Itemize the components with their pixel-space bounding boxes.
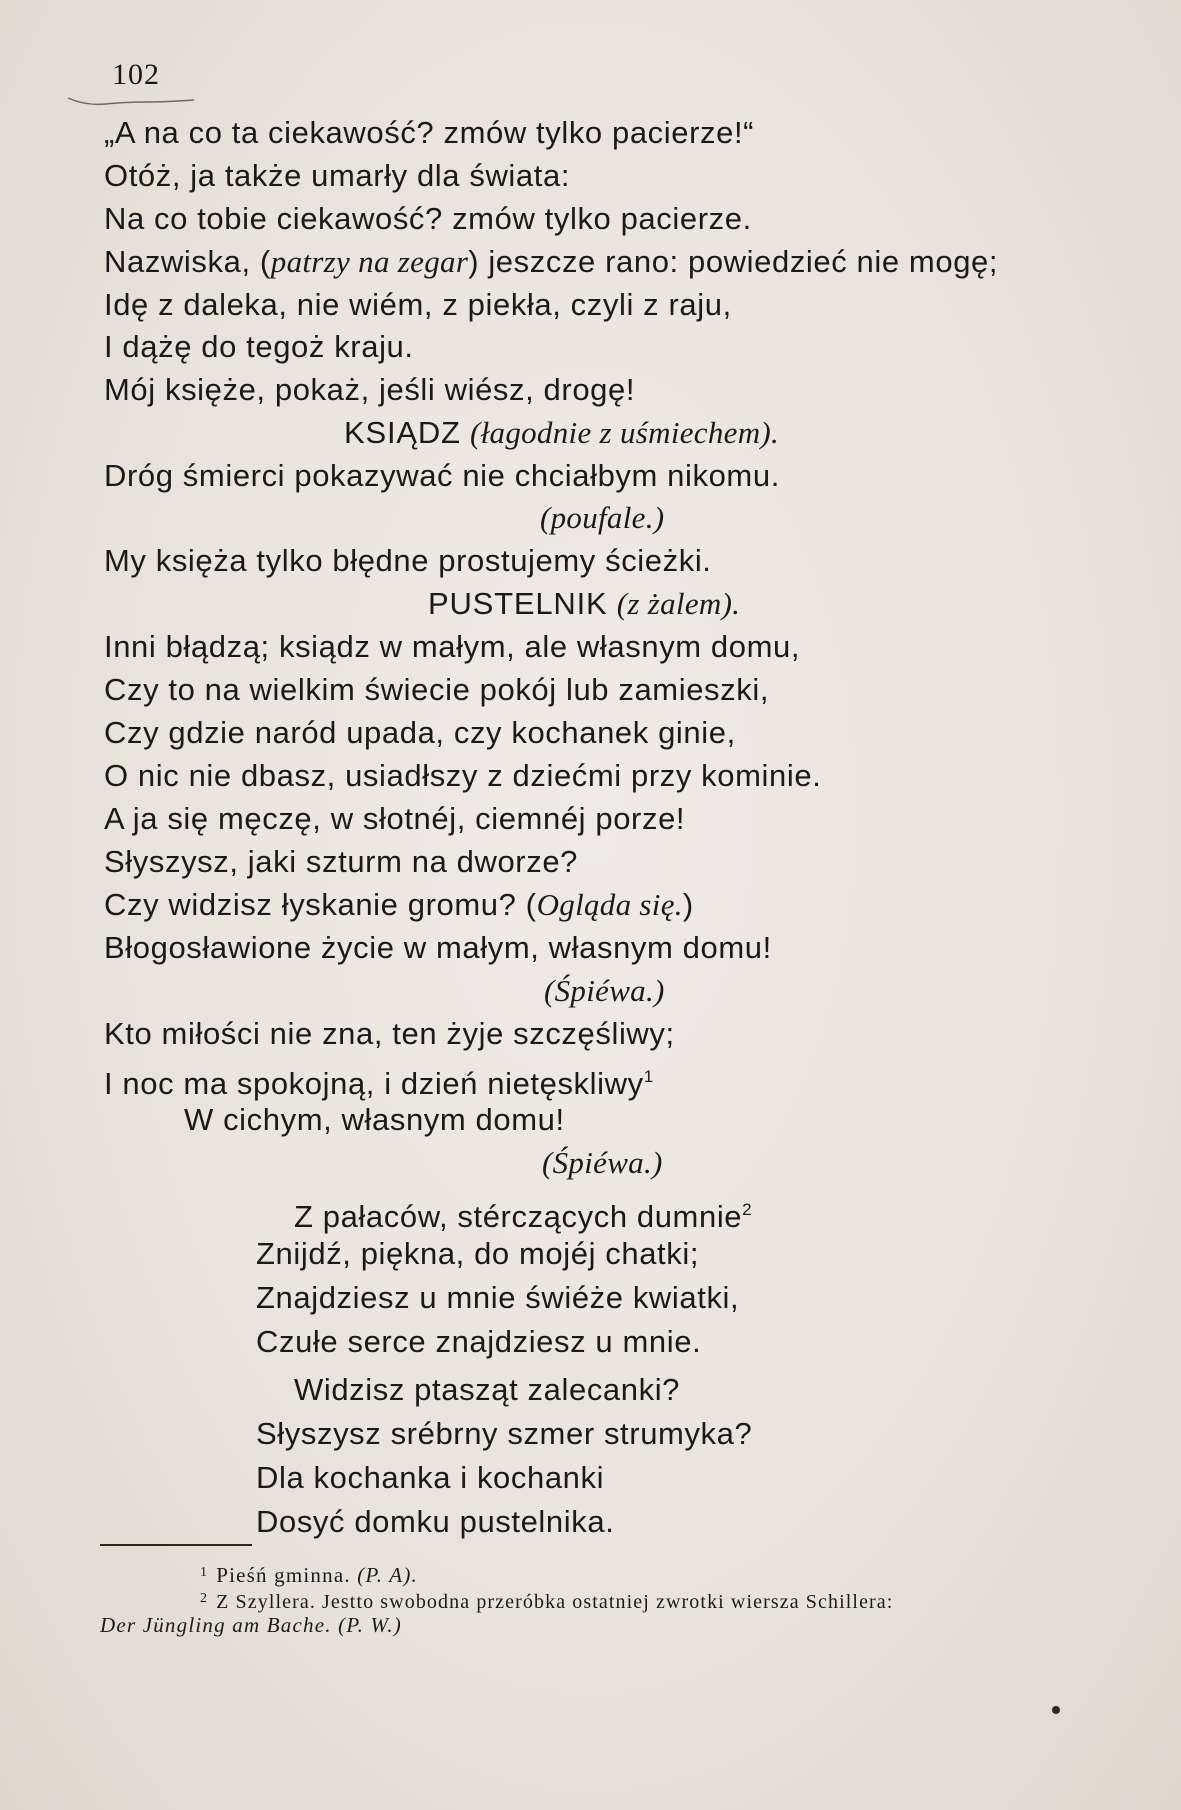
speaker-heading bbox=[428, 584, 740, 624]
verse-line: „A na co ta ciekawość? zmów tylko pacierze!“ bbox=[104, 115, 755, 150]
footnote-ref: (P. W.) bbox=[338, 1613, 402, 1637]
print-mark bbox=[1050, 1704, 1062, 1716]
stage-direction-text: (Śpiéwa.) bbox=[544, 973, 665, 1008]
verse-line: Otóż, ja także umarły dla świata: bbox=[104, 158, 571, 193]
verse-text: I noc ma spokojną, i dzień nietęskliwy bbox=[104, 1066, 644, 1101]
verse-line: Kto miłości nie zna, ten żyje szczęśliwy; bbox=[104, 1016, 675, 1051]
speaker-heading bbox=[344, 413, 779, 453]
page-number: 102 bbox=[112, 58, 160, 91]
footnote-number: 1 bbox=[200, 1565, 209, 1580]
footnote-title: Der Jüngling am Bache. bbox=[100, 1613, 332, 1637]
verse-text: Z pałaców, stérczących dumnie bbox=[294, 1199, 743, 1234]
stage-direction-text: (poufale.) bbox=[540, 500, 665, 535]
verse-line: O nic nie dbasz, usiadłszy z dziećmi przy kominie. bbox=[104, 758, 822, 793]
verse-line: My księża tylko błędne prostujemy ścieżki. bbox=[104, 543, 712, 578]
verse-line bbox=[104, 1057, 654, 1104]
page-number-underline bbox=[66, 96, 196, 110]
verse-line bbox=[104, 885, 694, 925]
footnote-text: Pieśń gminna. bbox=[216, 1563, 351, 1587]
footnote-divider bbox=[100, 1544, 252, 1546]
verse-line bbox=[104, 242, 998, 282]
verse-line: Czy gdzie naród upada, czy kochanek ginie, bbox=[104, 715, 736, 750]
speaker-name: KSIĄDZ bbox=[344, 415, 461, 450]
footnote-number: 2 bbox=[200, 1591, 209, 1606]
stage-direction-text: (Śpiéwa.) bbox=[542, 1145, 663, 1180]
verse-line: Słyszysz, jaki szturm na dworze? bbox=[104, 844, 578, 879]
song-line: Dla kochanka i kochanki bbox=[256, 1460, 605, 1495]
verse-line: W cichym, własnym domu! bbox=[184, 1102, 565, 1137]
footnote-text: Z Szyllera. Jestto swobodna przeróbka ostatniej zwrotki wiersza Schillera: bbox=[216, 1591, 894, 1613]
footnote-ref: (P. A). bbox=[357, 1563, 418, 1587]
stage-direction: patrzy na zegar bbox=[270, 244, 469, 279]
song-line: Znijdź, piękna, do mojéj chatki; bbox=[256, 1236, 700, 1271]
verse-line: Błogosławione życie w małym, własnym domu! bbox=[104, 930, 772, 965]
footnote-marker: 2 bbox=[742, 1200, 753, 1219]
verse-line: Mój księże, pokaż, jeśli wiész, drogę! bbox=[104, 372, 636, 407]
verse-text: Czy widzisz łyskanie gromu? ( bbox=[104, 887, 537, 922]
verse-text: ) bbox=[682, 887, 694, 922]
verse-line: Idę z daleka, nie wiém, z piekła, czyli z raju, bbox=[104, 287, 732, 322]
speaker-name: PUSTELNIK bbox=[428, 586, 608, 621]
footnote-marker: 1 bbox=[643, 1067, 654, 1086]
song-line bbox=[294, 1190, 752, 1237]
verse-line: Na co tobie ciekawość? zmów tylko pacierze. bbox=[104, 201, 752, 236]
footnote-2 bbox=[200, 1586, 893, 1615]
song-line: Znajdziesz u mnie świéże kwiatki, bbox=[256, 1280, 740, 1315]
song-line: Dosyć domku pustelnika. bbox=[256, 1504, 615, 1539]
footnote-2-continued bbox=[100, 1612, 402, 1638]
stage-direction: (łagodnie z uśmiechem). bbox=[470, 415, 780, 450]
verse-line: A ja się męczę, w słotnéj, ciemnéj porze! bbox=[104, 801, 686, 836]
stage-direction bbox=[542, 1143, 663, 1183]
verse-text: ) jeszcze rano: powiedzieć nie mogę; bbox=[468, 244, 999, 279]
stage-direction: Ogląda się. bbox=[536, 887, 683, 922]
song-line: Czułe serce znajdziesz u mnie. bbox=[256, 1324, 702, 1359]
stage-direction bbox=[540, 498, 664, 538]
verse-text: Nazwiska, ( bbox=[104, 244, 271, 279]
verse-line: Inni błądzą; ksiądz w małym, ale własnym domu, bbox=[104, 629, 801, 664]
verse-line: Czy to na wielkim świecie pokój lub zamieszki, bbox=[104, 672, 770, 707]
stage-direction: (z żalem). bbox=[616, 586, 741, 621]
verse-line: Dróg śmierci pokazywać nie chciałbym nikomu. bbox=[104, 458, 780, 493]
song-line: Widzisz ptasząt zalecanki? bbox=[294, 1372, 681, 1407]
verse-line: I dążę do tegoż kraju. bbox=[104, 329, 414, 364]
footnote-1 bbox=[200, 1560, 418, 1588]
song-line: Słyszysz srébrny szmer strumyka? bbox=[256, 1416, 753, 1451]
stage-direction bbox=[544, 971, 665, 1011]
